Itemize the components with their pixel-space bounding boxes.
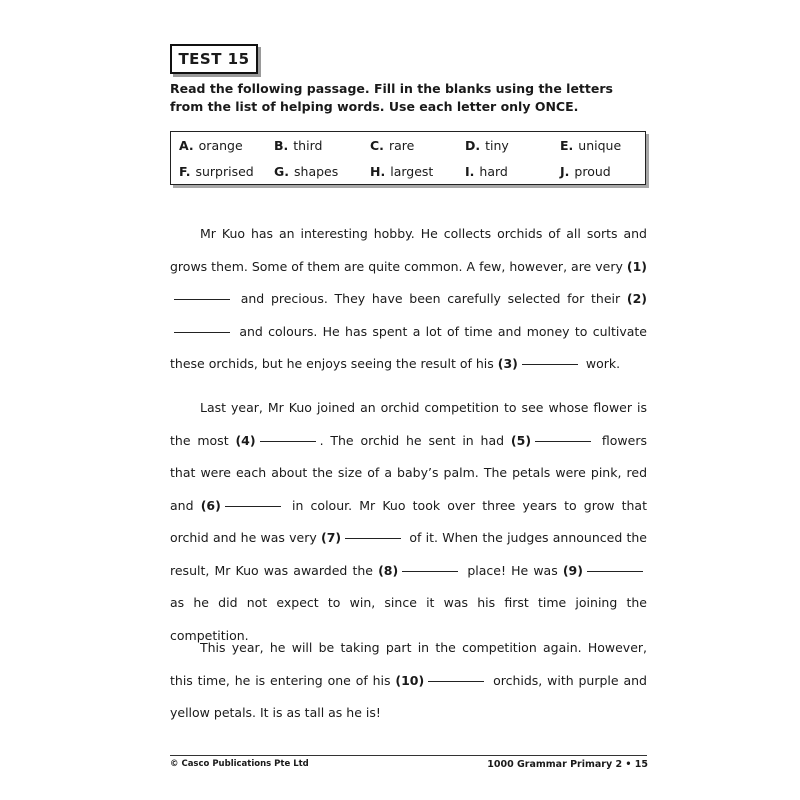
footer-page-number: 1000 Grammar Primary 2 • 15 xyxy=(487,759,648,770)
blank-3[interactable] xyxy=(522,363,578,365)
blank-number-7: (7) xyxy=(321,530,342,545)
passage-paragraph-3: This year, he will be taking part in the competition again. However, this time, he is entering one of his (10) orchids, with purple and yellow petals. It is as tall as he is! xyxy=(170,640,647,720)
footer-divider xyxy=(170,755,647,756)
footer-copyright: © Casco Publications Pte Ltd xyxy=(170,759,309,769)
word-item: J. proud xyxy=(560,164,611,179)
word-item: A. orange xyxy=(179,138,243,153)
blank-number-9: (9) xyxy=(562,562,583,578)
helping-words-grid xyxy=(179,136,641,182)
word-item: H. largest xyxy=(370,164,434,179)
blank-number-6: (6) xyxy=(200,497,221,513)
blank-1[interactable] xyxy=(174,298,230,300)
blank-7[interactable] xyxy=(345,537,401,539)
test-title: TEST 15 xyxy=(170,44,258,74)
blank-number-2: (2) xyxy=(626,291,647,306)
word-item: I. hard xyxy=(465,164,508,179)
blank-6[interactable] xyxy=(225,505,281,507)
blank-10[interactable] xyxy=(428,680,484,682)
blank-4[interactable] xyxy=(260,440,316,442)
blank-number-5: (5) xyxy=(510,432,532,448)
word-item: D. tiny xyxy=(465,138,509,153)
blank-2[interactable] xyxy=(174,331,230,333)
blank-number-4: (4) xyxy=(235,432,256,448)
blank-5[interactable] xyxy=(535,440,591,442)
passage-paragraph-1: Mr Kuo has an interesting hobby. He collects orchids of all sorts and grows them. Some of them are quite common. A few, however, are very (1) and precious. They have been carefully selected for their (2) and colours. He has spent a lot of time and money to cultivate these orchids, but he enjoys seeing the result of his (3) work. xyxy=(170,226,647,371)
passage-paragraph-2: Last year, Mr Kuo joined an orchid competition to see whose flower is the most (4) . The orchid he sent in had (5) flowers that were each about the size of a baby’s palm. The petals were pink, red and (6) in colour. Mr Kuo took over three years to grow that orchid and he was very (7) of it. When the judges announced the result, Mr Kuo was awarded the (8) place! He was (9) as he did not expect to win, since it was his first time joining the competition. xyxy=(170,400,647,643)
word-item: F. surprised xyxy=(179,164,254,179)
blank-9[interactable] xyxy=(587,570,643,572)
word-item: B. third xyxy=(274,138,323,153)
blank-number-1: (1) xyxy=(626,258,647,274)
blank-number-8: (8) xyxy=(378,562,399,578)
blank-number-10: (10) xyxy=(395,672,425,688)
blank-number-3: (3) xyxy=(497,356,518,371)
word-item: C. rare xyxy=(370,138,415,153)
word-item: E. unique xyxy=(560,138,622,153)
instructions: Read the following passage. Fill in the blanks using the letters from the list of helping words. Use each letter only ONCE. xyxy=(170,81,613,114)
blank-8[interactable] xyxy=(402,570,458,572)
word-item: G. shapes xyxy=(274,164,339,179)
helping-words-box xyxy=(170,131,646,185)
